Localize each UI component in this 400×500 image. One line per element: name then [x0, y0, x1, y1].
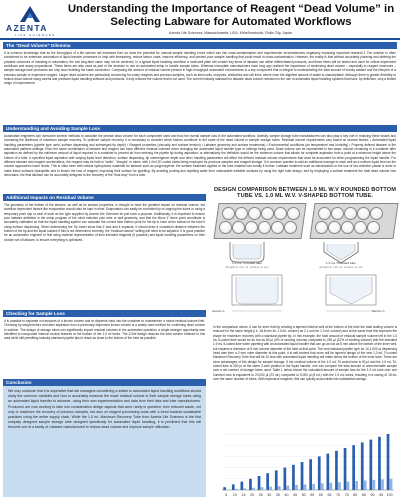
chart-bar	[266, 473, 269, 490]
chart-bar	[381, 479, 384, 490]
chart-bar	[252, 488, 255, 490]
conclusion-body: We may conclude that it is imperative that lab managers considering a switch to automated liquid handling workflows should study the common variables and how to accurately measure the exact residual volume in their sample storage tubes using an automated liquid transfer to advance, using their own experimentation and data from their labs and tube manufacturers. Producers are now working to take into consideration design aspects that were rarely in question; from reduced waste, not only to maximize the recovery of precious samples, but also on reagent purchasing costs with a trend towards sustainable practices using the entire supply chain. While the 1.0 mL Maximum Recovery Tube from Azenta Life Sciences is the first uniquely designed sample storage tube designed specifically for automated liquid handling, it is predicted that this will become one of a family of Labware manufactured to reduce dead volume and improve sample utilization.	[8, 389, 201, 430]
chart-bar	[344, 448, 347, 490]
chart-x-tick-label: 90	[370, 493, 375, 497]
chart-bar	[309, 459, 312, 490]
logo-text: AZENTA	[6, 23, 48, 33]
chart-bar	[321, 483, 324, 490]
chart-x-tick-label: 100	[386, 493, 393, 497]
additional-impacts-body: The geometry of the bottom of the sleeves, as well as its surface properties, is thought to have the greatest impact on residual volume, but workflow dependent factors like evaporation should also be kept in mind. Evaporation can easily be controlled by re-capping the tubes or using a temporary push cap or seal of such as the type supplied by Azenta Life Sciences for just such a purpose. Additionally, it is important to ensure your labware definition in the setup program of the robot matches your tube or well geometry, and that the Move Z home point coordinate is accurately calibrated so that the liquid handling system can calculate the correct tube bottom point for the tip to have at the bottom of the tube if using surface dispensing. When determining the Tip travel show that Z axis and it expands, it should keep a consistent distance between the bottom of the tip and the liquid surface if this is not determined correctly, the “residual volume” setting will need to be adjusted. It is good practice for an automation engineer to test using material representative of their intended reagents (if possible) and liquid handling parameters on their chosen set of labware, to ensure everything is optimized.	[4, 203, 205, 242]
chart-bar	[258, 476, 261, 490]
chart-bar	[390, 479, 393, 490]
chart-bar	[338, 482, 341, 490]
dead-volume-heading: The “Dead Volume” Dilemma	[3, 42, 397, 49]
chart-bar	[387, 434, 390, 490]
figure-title: DESIGN COMPARISON BETWEEN 1.9 ML W.V ROUNDED BOTTOM TUBE VS. 1.0 ML W.V. V-SHAPED BOTTOM TUBE.	[214, 187, 396, 200]
chart-x-tick-label: 65	[327, 493, 332, 497]
checking-body: It is possible to separate out amounts of a known volume and re-dispense back into the container to characterize a robust residual volume limit. Checking by weight before and after aspiration from a previously dispensed known volume is a widely used method for confirming dead volume in solution. The design of storage tubes can significantly impact residual volumes in the automated operation, a single-stranger opportunity was identified to incorporate internal conical features at the bottom of the 1.0 ml tubes. The 2.0ml design reduces the total volume retained in this area while still permitting industry-standard pipette tips to reach as close to the bottom of the tube as possible.	[4, 319, 205, 341]
chart-x-tick-label: 40	[284, 493, 289, 497]
chart-bar	[347, 482, 350, 490]
chart-bar	[318, 456, 321, 490]
section-a-left-label: Section A	[212, 309, 225, 313]
chart-x-tick-label: 20	[250, 493, 255, 497]
chart-x-tick-label: 95	[379, 493, 384, 497]
azenta-logo	[6, 6, 58, 36]
chart-bar	[283, 468, 286, 490]
understanding-body: Automation engineers can overcome several methods to calculate the precise dead volume for each component used and thus the overall sample loss in the automated workflow. Usefully, sample storage tube manufacturers can also play a key role in reducing these losses and increasing the likelihood of maximum sample recovery. To optimize sample recovery, it is necessary to consider which factors contribute to the scale of the dead volume in sample storage tubes. Residual volume requirements vary based on several factors: • Automated liquid handling parameters (pipette type used, surface dispensing and submerged tip depth) • Reagent properties (viscosity and surface tension) • Labware geometry and surface treatments) • Environmental conditions (air temperature and humidity) • Properly defined labware in the automated platform settings. Even the same combination of labware and reagent can have different residual volumes when changing the automated liquid handler type or settings being used. Dead volume can be represented in two ways: volume remaining in a container after aspiration as defined by the minimum amount of liquid required in a container to prevent air from entering the pipette tip during aspiration; or alternatively the definition would be the minimum volume that allows for complete aspiration from a point at a minimum height above the bottom of a tube. A specified liquid aspiration with varying liquid level detection, surface dispensing, tip submergence depth and other handling parameters will affect the defined residual volume requirements that must be accounted for when programming the liquid handler. For different labware and reagent combinations, the reagent may be held in “wells”, “troughs” or tubes, with 1.0ml 2D coded tubes being employed for precious samples and reagent storage. It is common practice to add an additional overage to each well as a uniform liquid level as the volume approaches lower levels. This is often seen with natural hydrophobic materials for labware such as polypropylene; the surface treatment applied to the tube material can modify it further. Labware treatment such as siliconization or the use of low-retention plastic is done to make these surfaces hydrophilic and to lessen the loss of reagent, improving their surface for pipetting. By avoiding pooling and repelling water from unfavorable wettable surfaces by using the right tube design, and by employing a surface treatment the total dead volume loss decreases, the final labware can be accurately designed to the recovery of the “final drop” from a tube.	[4, 134, 396, 178]
chart-bar	[326, 454, 329, 490]
chart-x-tick-label: 30	[267, 493, 272, 497]
chart-bar	[355, 481, 358, 490]
chart-bar	[335, 451, 338, 490]
right-tube-caption-sub: (height in mm vs. volume in µL)	[319, 264, 363, 269]
right-tube-caption-title: 1.0 mL Tri-coded tube	[326, 261, 356, 265]
chart-bar	[369, 440, 372, 490]
chart-x-tick-label: 50	[301, 493, 306, 497]
chart-bar	[373, 480, 376, 490]
chart-bar	[278, 486, 281, 490]
chart-bar	[235, 489, 238, 490]
chart-bar	[295, 485, 298, 490]
chart-x-tick-label: 75	[344, 493, 349, 497]
chart-x-tick-label: 15	[241, 493, 246, 497]
chart-bar	[287, 486, 290, 490]
analysis-body: In the comparison above, it can be seen that by creating a tapered internal well at the bottom of the tube the total waiting volume is reduced for the same height (i.e. 18.8 mm for 1.0 mL volume) as 2.1 mm for 1.0 mL volume) and at the same time this improves the shape for maximum recovery with a standard pipette tip. In this example, the total amount of residual sample volume left in the 1.0 mL 8-coded tube would be as low as 80 µl (3% of working volume) compared to 250 µl (12% of working volume) with the standard 1.9 mL 9-coded tube when pipetting with an automated liquid handler that can go as low as 8 mm above the bottom of the inner well, but requires a minimum of 6 mm volume diameter of the tube at that point. The next standard pipette type for 10-1,000 µl dispensing head was then a 2 mm outer diameter at this point, it is self-evident that more will be tapered design of the new 1.0 mL Tri-coded Maximum Recovery Tube that will be 10 less with automated liquid handling will retain below the bottom of the inner tube. There are clear advantages of this design for sample storage. If the residual volume of the 1.0 mL Tri-coded tube is 50 µl and the 1.9 mL Tri-coded tube is 250 µl at the same Z-axis position in the liquid handler, one can compare the total amount of unrecoverable sample over a set number of storage tubes used. Table 1 below shows the calculated amount of sample loss for the 1.0 mL tube over one hundred runs is equivalent to 23,000 µl (23 mL) compared to 5,000 µl (5 mL) with the 1.0 mL tubes, resulting in a saving of 18 mL over the same number of tubes. With expensive reagents, this can quickly accumulate into substantial savings.	[213, 325, 397, 382]
chart-x-tick-label: 55	[310, 493, 315, 497]
right-tube-caption	[306, 262, 376, 270]
chart-bar	[240, 482, 243, 490]
chart-x-tick-label: 5	[225, 493, 228, 497]
checking-heading: Checking for Sample Loss	[3, 310, 206, 317]
chart-bar	[312, 484, 315, 490]
chart-x-tick-label: 25	[258, 493, 263, 497]
chart-bar	[378, 437, 381, 490]
chart-bar	[292, 465, 295, 490]
chart-bar	[330, 483, 333, 490]
chart-bar	[261, 487, 264, 490]
chart-bar	[301, 462, 304, 490]
section-a-left-drawing	[222, 273, 292, 319]
chart-x-tick-label: 85	[361, 493, 366, 497]
chart-bar	[361, 442, 364, 490]
chart-bar	[364, 480, 367, 490]
header-divider	[0, 38, 400, 40]
left-tube-caption-title: 1.9 mL Tri-coded tube	[232, 261, 262, 265]
additional-impacts-heading: Additional Impacts on Residual Volume	[3, 194, 206, 201]
logo-mark-icon	[20, 6, 40, 22]
left-tube-caption	[212, 262, 282, 270]
chart-bar	[249, 479, 252, 490]
chart-x-tick-label: 70	[336, 493, 341, 497]
sample-loss-bar-chart	[216, 432, 396, 498]
chart-bar	[223, 487, 226, 490]
left-tube-caption-sub: (height in mm vs. volume in µL)	[225, 264, 269, 269]
chart-bar	[232, 484, 235, 490]
conclusion-heading: Conclusion	[3, 379, 206, 386]
chart-x-tick-label: 10	[232, 493, 237, 497]
understanding-heading: Understanding and Avoiding Sample Loss	[3, 125, 397, 132]
chart-bar	[304, 484, 307, 490]
section-a-right-label: Section A	[372, 309, 385, 313]
dead-volume-body: It is common knowledge that as the throughput of a life science lab increases then so does the potential for manual sample handling errors which can risk cross-contamination and experimenter inconsistencies negatively impacting important research.1 The solution is often considered to be extensive automation of liquid transfer processes to help with timesaving, reduce labour costs, improve efficiency, and prevent poor sample handling that could result in cross-contamination. However, the reality is that without accurately planning and defining the possible outcomes of investing in automation, the lost long-term value may not be achieved. In a typical liquid handling workflow, a multi-well plate will contain key items of labware use within differentiated protocols, and these items will be tested and used for critical experiment workflows and assay preparations. These items are also used as part of the decision to use an automated setup to handle sample tubes. Whereas microplate manufacturers have long ago realized the importance of minimizing dead volume – especially in reagent reservoirs – sample storage tube producers are only now revisiting the same conclusion. Comparing the amount of residual volume present in high-throughput automated environments is a key component that is integral to understanding the total amount of money wasted and the lifecycle of a precious sample or expensive reagent. Larger dead volumes are particularly concerning for costly reagents and precious samples, such as stem cells, enzymes, antibodies and cell lines, where even the slightest amount of waste is unacceptable. Although there is greater flexibility to reduce dead volume using careful and precision liquid handling software and protocols, it only reduces the volume that is not used. The current industry standard for labware dead volume reduction is the use of automated liquid handling systems that have, by definition, only a limited range of improvement.	[4, 51, 396, 86]
chart-bar	[269, 487, 272, 490]
chart-x-tick-label: 80	[353, 493, 358, 497]
chart-x-tick-label: 60	[318, 493, 323, 497]
logo-subtext: LIFE SCIENCES	[15, 33, 56, 37]
chart-bar	[244, 488, 247, 490]
author-affiliations: Azenta Life Sciences, Massachusetts, USA. Kirkefloreboick, Rolle City, Japan.	[168, 31, 294, 35]
poster-title: Understanding the Importance of Reagent “Dead Volume” in Selecting Labware for Automated Workflows	[67, 3, 395, 28]
chart-x-tick-label: 45	[293, 493, 298, 497]
chart-x-tick-label: 35	[275, 493, 280, 497]
chart-bar	[352, 445, 355, 490]
chart-bar	[275, 470, 278, 490]
chart-bar	[226, 489, 229, 490]
